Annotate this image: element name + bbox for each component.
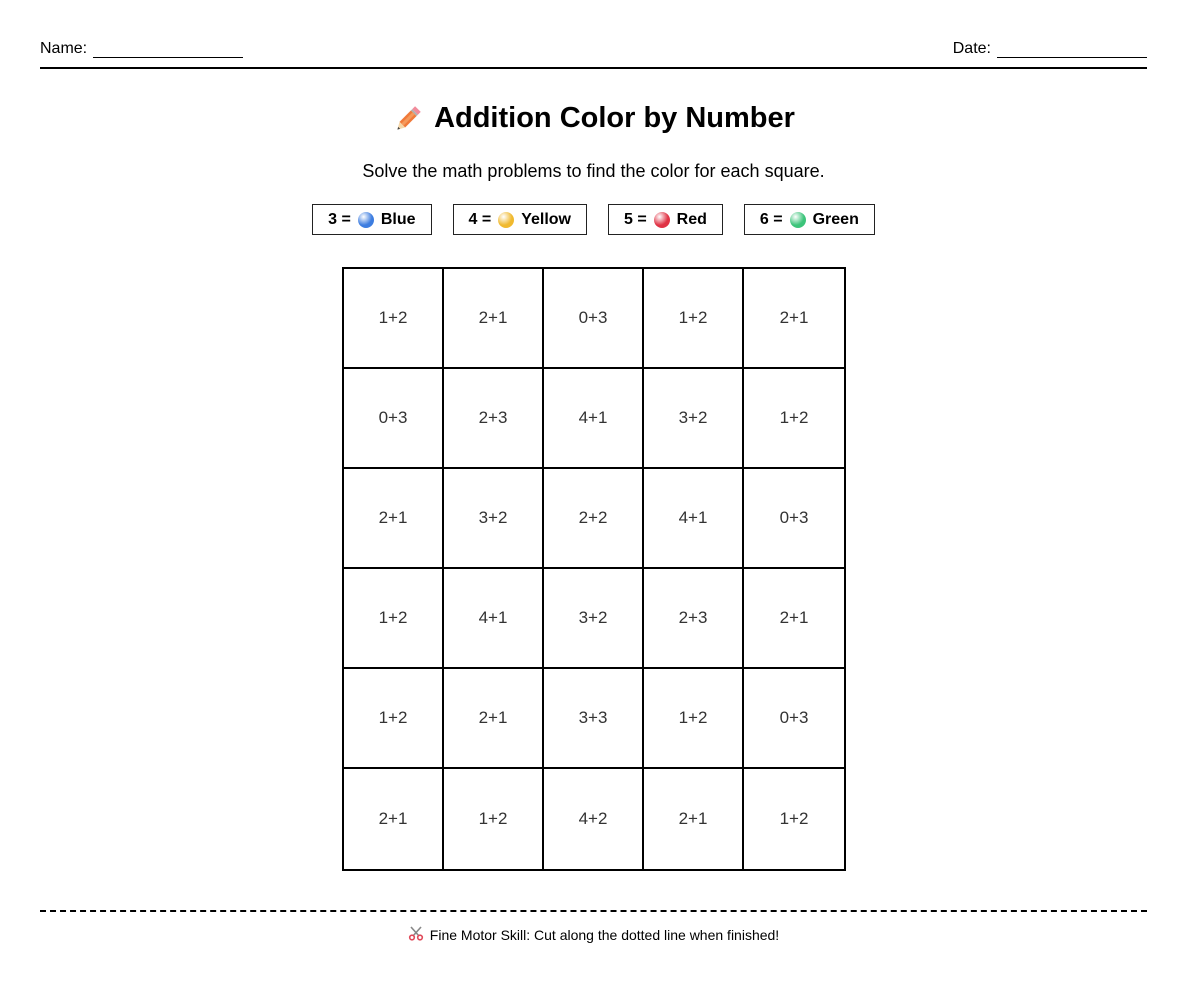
color-dot-icon: [358, 212, 374, 228]
grid-cell[interactable]: 0+3: [344, 369, 444, 469]
grid-cell[interactable]: 2+1: [344, 769, 444, 869]
color-key-label: Green: [812, 210, 859, 228]
color-key-number: 4 =: [468, 210, 492, 228]
scissors-icon: [408, 925, 424, 944]
cut-line: [40, 910, 1147, 912]
title-text: Addition Color by Number: [434, 102, 795, 134]
grid-cell[interactable]: 2+1: [344, 469, 444, 569]
color-key-item: [312, 204, 431, 235]
name-label: Name:: [40, 40, 88, 57]
color-key-number: 6 =: [759, 210, 783, 228]
color-key-label: Red: [676, 210, 707, 228]
grid-cell[interactable]: 0+3: [744, 469, 844, 569]
grid-cell[interactable]: 2+1: [444, 269, 544, 369]
grid-cell[interactable]: 1+2: [344, 669, 444, 769]
color-key-number: 5 =: [623, 210, 647, 228]
footer-note: [0, 925, 1187, 944]
color-dot-icon: [654, 212, 670, 228]
color-dot-icon: [790, 212, 806, 228]
page-title: [0, 102, 1187, 135]
grid-cell[interactable]: 3+3: [544, 669, 644, 769]
grid-cell[interactable]: 2+1: [744, 269, 844, 369]
grid-cell[interactable]: 1+2: [344, 269, 444, 369]
pencil-icon: [392, 103, 424, 135]
grid-cell[interactable]: 1+2: [644, 669, 744, 769]
grid-cell[interactable]: 4+1: [644, 469, 744, 569]
grid-cell[interactable]: 3+2: [444, 469, 544, 569]
grid-cell[interactable]: 0+3: [744, 669, 844, 769]
date-field[interactable]: [953, 40, 1147, 58]
grid-cell[interactable]: 0+3: [544, 269, 644, 369]
color-key: [0, 204, 1187, 235]
name-blank-line[interactable]: [93, 43, 243, 58]
grid-cell[interactable]: 2+1: [744, 569, 844, 669]
instructions-text: Solve the math problems to find the color for each square.: [362, 161, 825, 181]
header-divider: [40, 67, 1147, 69]
color-key-item: [453, 204, 587, 235]
grid-cell[interactable]: 4+1: [544, 369, 644, 469]
footer-text: Fine Motor Skill: Cut along the dotted line when finished!: [429, 926, 780, 943]
color-key-label: Yellow: [521, 210, 571, 228]
grid-cell[interactable]: 2+1: [444, 669, 544, 769]
grid-cell[interactable]: 2+3: [644, 569, 744, 669]
grid-cell[interactable]: 1+2: [444, 769, 544, 869]
color-key-item: [608, 204, 723, 235]
grid-cell[interactable]: 4+1: [444, 569, 544, 669]
color-key-label: Blue: [380, 210, 416, 228]
grid-cell[interactable]: 2+3: [444, 369, 544, 469]
color-key-number: 3 =: [328, 210, 351, 228]
problem-grid: [342, 267, 846, 871]
date-blank-line[interactable]: [997, 43, 1147, 58]
grid-cell[interactable]: 1+2: [644, 269, 744, 369]
grid-cell[interactable]: 4+2: [544, 769, 644, 869]
color-dot-icon: [498, 212, 514, 228]
name-field[interactable]: [40, 40, 243, 58]
grid-cell[interactable]: 2+1: [644, 769, 744, 869]
grid-cell[interactable]: 1+2: [344, 569, 444, 669]
grid-cell[interactable]: 3+2: [644, 369, 744, 469]
date-label: Date:: [952, 40, 991, 57]
grid-cell[interactable]: 3+2: [544, 569, 644, 669]
color-key-item: [744, 204, 875, 235]
grid-cell[interactable]: 2+2: [544, 469, 644, 569]
grid-cell[interactable]: 1+2: [779, 809, 809, 828]
worksheet-header: [40, 38, 1147, 58]
grid-cell[interactable]: 1+2: [744, 369, 844, 469]
